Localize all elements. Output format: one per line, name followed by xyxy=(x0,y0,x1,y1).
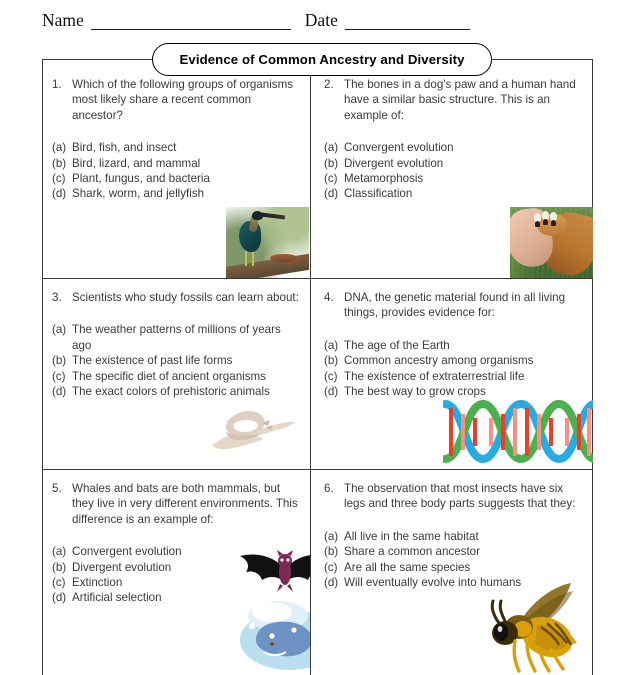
answer-options xyxy=(324,338,583,400)
question-heading xyxy=(52,481,300,527)
date-label: Date xyxy=(304,10,338,30)
option-b[interactable] xyxy=(52,560,300,575)
question-heading xyxy=(324,290,583,321)
option-key: (c) xyxy=(324,172,338,186)
question-heading xyxy=(324,481,583,512)
option-label: Metamorphosis xyxy=(344,172,424,186)
option-label: Artificial selection xyxy=(72,591,162,605)
option-key: (b) xyxy=(52,354,67,368)
name-date-header xyxy=(0,0,621,30)
wasp-illustration xyxy=(485,579,589,673)
option-a[interactable] xyxy=(52,140,300,155)
option-c[interactable] xyxy=(52,171,300,186)
option-d[interactable] xyxy=(324,575,583,590)
option-key: (a) xyxy=(52,545,67,559)
option-key: (a) xyxy=(324,529,339,543)
option-label: Share a common ancestor xyxy=(344,545,480,559)
option-label: Are all the same species xyxy=(344,560,471,574)
option-key: (a) xyxy=(324,141,339,155)
page-title: Evidence of Common Ancestry and Diversity xyxy=(179,52,465,67)
option-key: (b) xyxy=(324,545,339,559)
option-key: (b) xyxy=(52,560,67,574)
option-key: (d) xyxy=(52,187,67,201)
option-b[interactable] xyxy=(324,544,583,559)
question-number: 1. xyxy=(52,78,62,91)
option-label: The weather patterns of millions of years ago xyxy=(72,323,281,352)
option-label: The exact colors of prehistoric animals xyxy=(72,385,270,399)
question-text: DNA, the genetic material found in all living things, provides evidence for: xyxy=(344,291,566,320)
option-d[interactable] xyxy=(324,384,583,399)
option-b[interactable] xyxy=(52,156,300,171)
option-b[interactable] xyxy=(324,156,583,171)
option-label: All live in the same habitat xyxy=(344,529,479,543)
option-label: Convergent evolution xyxy=(344,141,454,155)
option-key: (c) xyxy=(52,172,66,186)
name-write-line[interactable] xyxy=(91,13,291,30)
option-key: (a) xyxy=(52,323,67,337)
question-number: 3. xyxy=(52,291,62,304)
option-d[interactable] xyxy=(52,186,300,201)
answer-options xyxy=(52,544,300,606)
option-key: (b) xyxy=(324,156,339,170)
option-b[interactable] xyxy=(52,353,300,368)
option-label: Divergent evolution xyxy=(72,560,172,574)
option-label: The specific diet of ancient organisms xyxy=(72,369,266,383)
option-c[interactable] xyxy=(52,369,300,384)
option-a[interactable] xyxy=(324,338,583,353)
question-number: 2. xyxy=(324,78,334,91)
answer-options xyxy=(324,529,583,591)
fossil-skull-illustration xyxy=(202,399,302,463)
option-c[interactable] xyxy=(324,369,583,384)
question-cell-5 xyxy=(42,469,310,675)
answer-options xyxy=(52,322,300,399)
option-a[interactable] xyxy=(324,140,583,155)
question-text: The bones in a dog's paw and a human hand have a similar basic structure. This is an example of: xyxy=(344,78,576,122)
option-a[interactable] xyxy=(324,529,583,544)
option-key: (d) xyxy=(324,385,339,399)
name-label: Name xyxy=(42,10,84,30)
option-label: Common ancestry among organisms xyxy=(344,354,534,368)
option-d[interactable] xyxy=(52,590,300,605)
option-label: Extinction xyxy=(72,576,123,590)
worksheet-title-pill xyxy=(152,43,492,76)
option-label: Shark, worm, and jellyfish xyxy=(72,187,205,201)
option-key: (c) xyxy=(324,369,338,383)
option-label: The existence of past life forms xyxy=(72,354,233,368)
option-label: Convergent evolution xyxy=(72,545,182,559)
option-a[interactable] xyxy=(52,544,300,559)
option-key: (d) xyxy=(52,385,67,399)
option-label: Classification xyxy=(344,187,413,201)
option-c[interactable] xyxy=(324,560,583,575)
option-key: (a) xyxy=(324,338,339,352)
option-key: (a) xyxy=(52,141,67,155)
question-cell-3 xyxy=(42,278,310,469)
question-text: Whales and bats are both mammals, but they live in very different environments. This difference is an example of: xyxy=(72,482,298,526)
date-write-line[interactable] xyxy=(345,13,470,30)
question-number: 6. xyxy=(324,482,334,495)
question-cell-6 xyxy=(310,469,593,675)
option-label: The best way to grow crops xyxy=(344,385,486,399)
question-number: 5. xyxy=(52,482,62,495)
option-key: (b) xyxy=(52,156,67,170)
option-key: (d) xyxy=(52,591,67,605)
option-key: (c) xyxy=(52,369,66,383)
option-label: Will eventually evolve into humans xyxy=(344,576,522,590)
option-label: Bird, fish, and insect xyxy=(72,141,177,155)
heron-and-lizard-photo xyxy=(226,207,309,278)
option-c[interactable] xyxy=(52,575,300,590)
option-label: Bird, lizard, and mammal xyxy=(72,156,201,170)
answer-options xyxy=(52,140,300,202)
question-heading xyxy=(52,290,300,305)
option-key: (b) xyxy=(324,354,339,368)
answer-options xyxy=(324,140,583,202)
option-a[interactable] xyxy=(52,322,300,353)
option-key: (d) xyxy=(324,187,339,201)
question-cell-1 xyxy=(42,59,310,278)
question-cell-4 xyxy=(310,278,593,469)
question-number: 4. xyxy=(324,291,334,304)
option-label: The age of the Earth xyxy=(344,338,450,352)
question-cell-2 xyxy=(310,59,593,278)
option-c[interactable] xyxy=(324,171,583,186)
question-text: The observation that most insects have six legs and three body parts suggests that they: xyxy=(344,482,576,511)
option-key: (d) xyxy=(324,576,339,590)
option-label: The existence of extraterrestrial life xyxy=(344,369,525,383)
option-key: (c) xyxy=(52,576,66,590)
option-label: Plant, fungus, and bacteria xyxy=(72,172,210,186)
question-heading xyxy=(52,77,300,123)
dna-double-helix-illustration xyxy=(443,394,593,469)
option-key: (c) xyxy=(324,560,338,574)
option-b[interactable] xyxy=(324,353,583,368)
dog-paw-in-human-hand-photo xyxy=(510,207,593,278)
question-heading xyxy=(324,77,583,123)
question-text: Which of the following groups of organisms most likely share a recent common ancestor? xyxy=(72,78,294,122)
option-d[interactable] xyxy=(52,384,300,399)
question-text: Scientists who study fossils can learn about: xyxy=(72,291,299,304)
questions-grid xyxy=(42,59,593,675)
option-label: Divergent evolution xyxy=(344,156,444,170)
option-d[interactable] xyxy=(324,186,583,201)
